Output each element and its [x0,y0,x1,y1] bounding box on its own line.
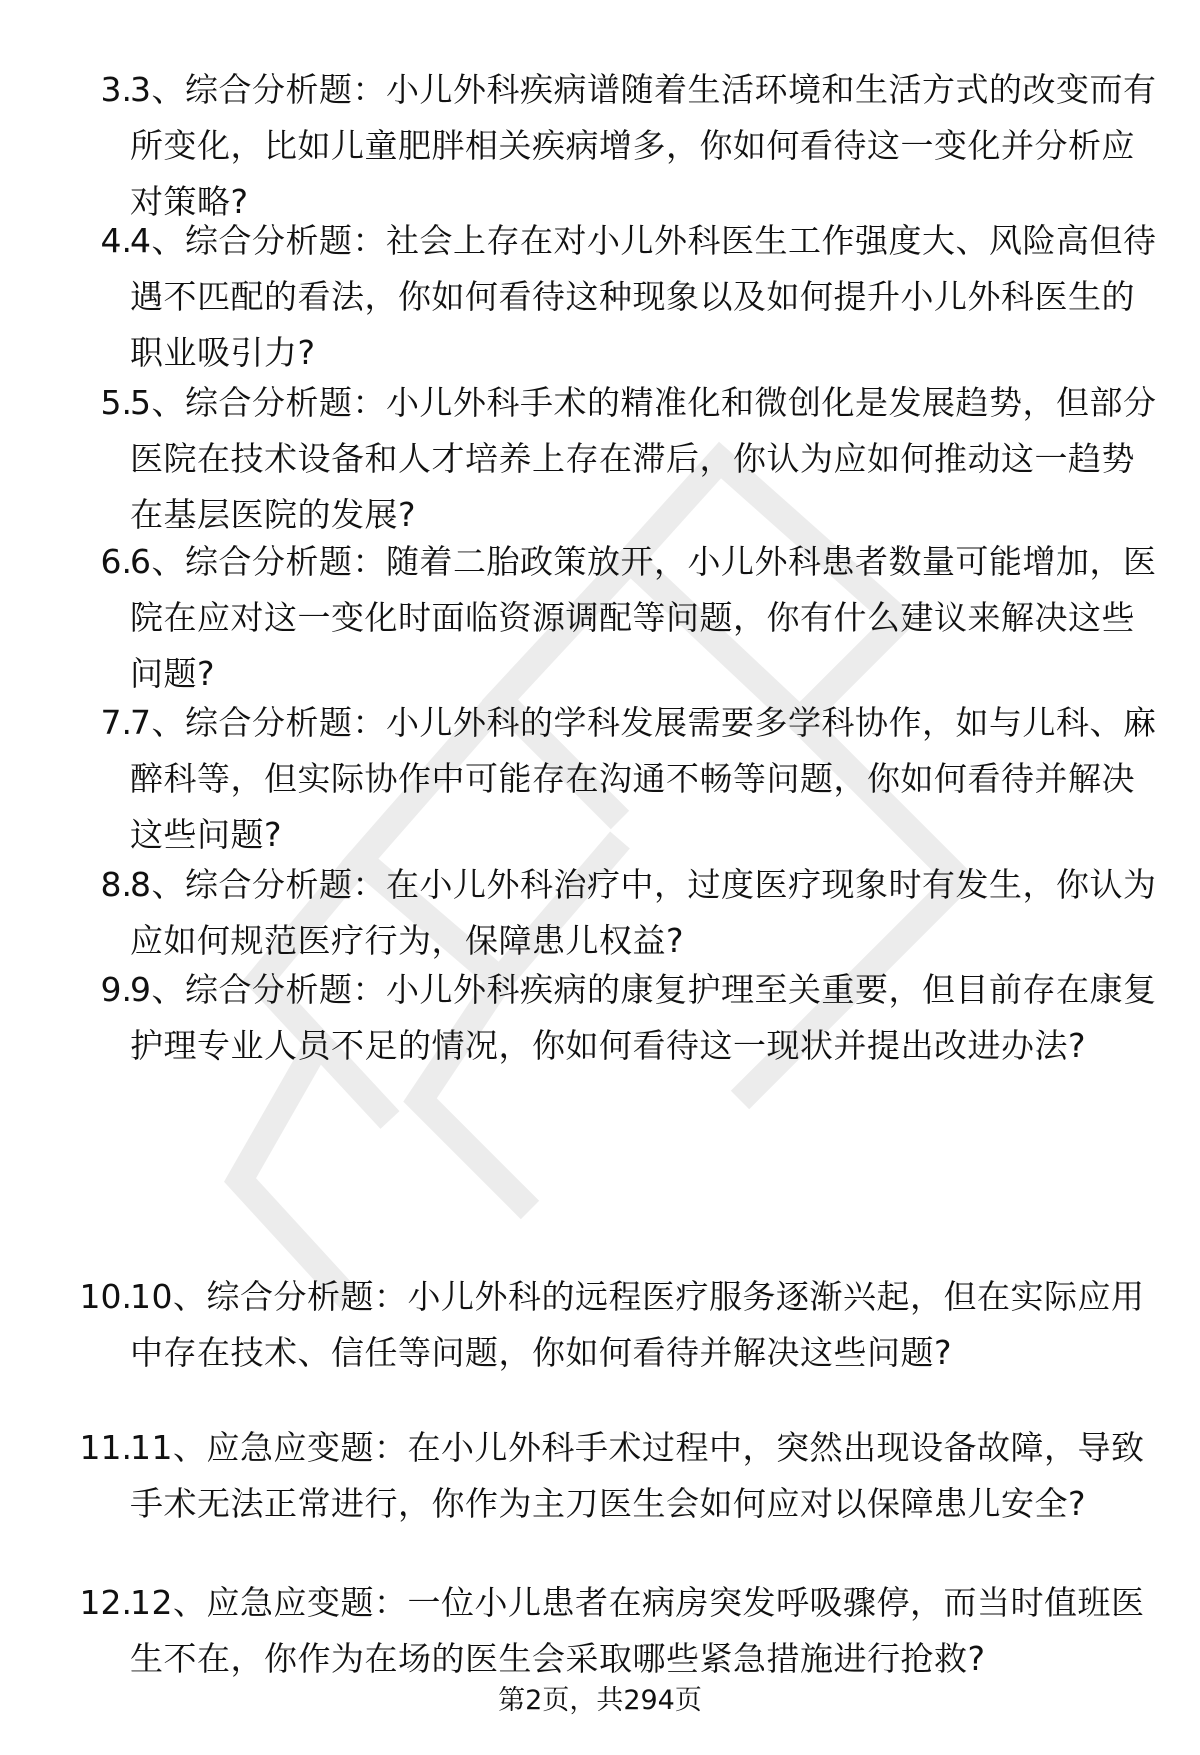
question-text: 3、综合分析题：小儿外科疾病谱随着生活环境和生活方式的改变而有所变化，比如儿童肥胖相关疾病增多，你如何看待这一变化并分析应对策略? [130,70,1157,221]
list-number: 9. [100,970,132,1009]
list-number: 10. [79,1277,132,1316]
list-number: 6. [100,542,132,581]
list-number: 12. [79,1583,132,1622]
list-number: 4. [100,221,132,260]
question-text: 5、综合分析题：小儿外科手术的精准化和微创化是发展趋势，但部分医院在技术设备和人才培养上存在滞后，你认为应如何推动这一趋势在基层医院的发展? [130,383,1157,534]
list-number: 11. [79,1428,132,1467]
list-number: 7. [100,703,132,742]
question-text: 6、综合分析题：随着二胎政策放开，小儿外科患者数量可能增加，医院在应对这一变化时面临资源调配等问题，你有什么建议来解决这些问题? [130,542,1157,693]
list-number: 5. [100,383,132,422]
page-indicator: 第2页，共294页 [498,1685,702,1716]
question-text: 9、综合分析题：小儿外科疾病的康复护理至关重要，但目前存在康复护理专业人员不足的情况，你如何看待这一现状并提出改进办法? [130,970,1157,1065]
question-text: 11、应急应变题：在小儿外科手术过程中，突然出现设备故障，导致手术无法正常进行，你作为主刀医生会如何应对以保障患儿安全? [130,1428,1145,1523]
question-text: 10、综合分析题：小儿外科的远程医疗服务逐渐兴起，但在实际应用中存在技术、信任等问题，你如何看待并解决这些问题? [130,1277,1145,1372]
list-number: 3. [100,70,132,109]
question-text: 7、综合分析题：小儿外科的学科发展需要多学科协作，如与儿科、麻醉科等，但实际协作中可能存在沟通不畅等问题，你如何看待并解决这些问题? [130,703,1157,854]
question-text: 8、综合分析题：在小儿外科治疗中，过度医疗现象时有发生，你认为应如何规范医疗行为，保障患儿权益? [130,865,1157,960]
list-number: 8. [100,865,132,904]
question-text: 4、综合分析题：社会上存在对小儿外科医生工作强度大、风险高但待遇不匹配的看法，你如何看待这种现象以及如何提升小儿外科医生的职业吸引力? [130,221,1157,372]
question-text: 12、应急应变题：一位小儿患者在病房突发呼吸骤停，而当时值班医生不在，你作为在场的医生会采取哪些紧急措施进行抢救? [130,1583,1145,1678]
